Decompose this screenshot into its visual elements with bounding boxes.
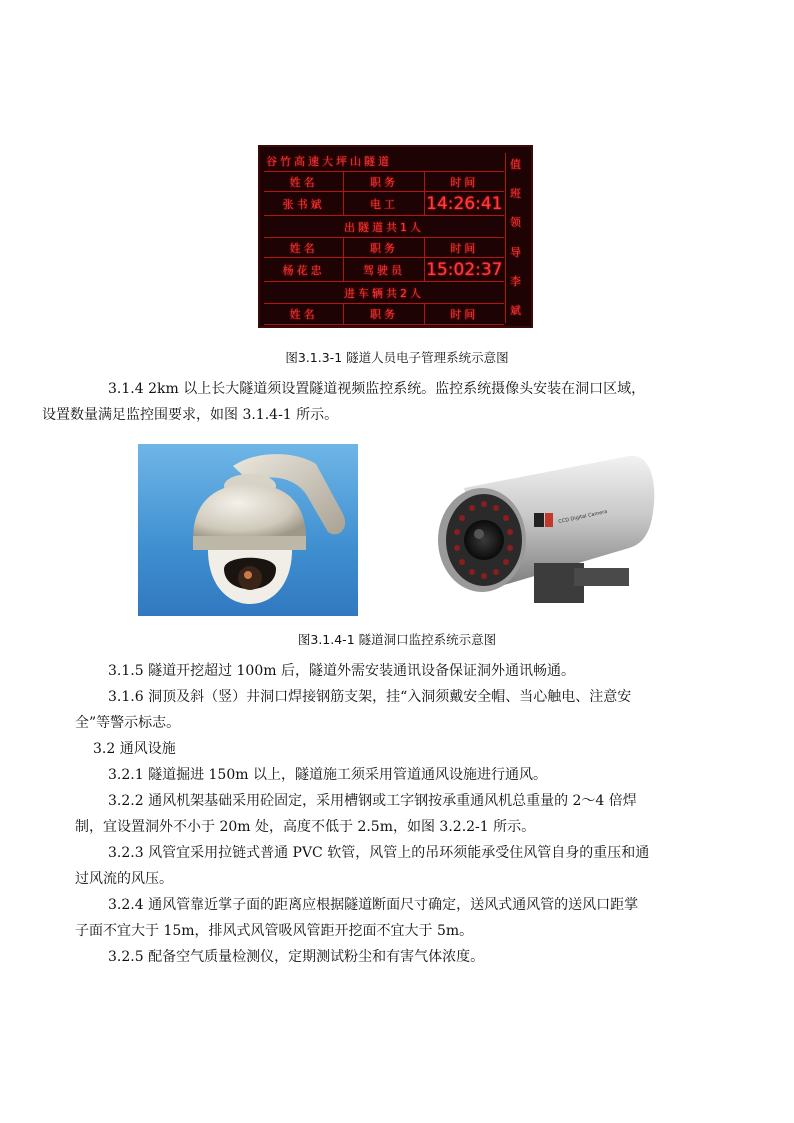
led-header-time: 时间 (424, 172, 504, 192)
led-grid (264, 151, 504, 323)
led-title-row (264, 151, 504, 171)
paragraph-3-2-2-line-2: 制，宜设置洞外不小于 20m 处，高度不低于 2.5m，如图 3.2.2-1 所示。 (75, 819, 536, 835)
led-side-column (505, 153, 525, 323)
paragraph-3-1-5: 3.1.5 隧道开挖超过 100m 后，隧道外需安装通讯设备保证洞外通讯畅通。 (108, 663, 575, 679)
led-title: 谷竹高速大坪山隧道 (266, 155, 392, 168)
bullet-camera-drawing (424, 448, 662, 616)
led-person-1-role: 电工 (343, 192, 423, 216)
paragraph-3-2-4-line-2: 子面不宜大于 15m，排风式风管吸风管距开挖面不宜大于 5m。 (75, 923, 474, 939)
led-personnel-board (258, 145, 533, 328)
led-side-char: 李 (510, 274, 521, 288)
paragraph-3-2-3-line-1: 3.2.3 风管宜采用拉链式普通 PVC 软管，风管上的吊环须能承受住风管自身的重压和通 (108, 845, 650, 861)
paragraph-3-2-2-line-1: 3.2.2 通风机架基础采用砼固定，采用槽钢或工字钢按承重通风机总重量的 2～4 倍焊 (108, 793, 637, 809)
paragraph-3-2-2 (75, 788, 731, 840)
dome-camera-image (138, 444, 358, 616)
paragraph-3-2-4 (75, 892, 731, 944)
led-header-row-3 (264, 303, 504, 325)
led-side-char: 领 (510, 216, 521, 230)
led-enter-row (264, 281, 504, 304)
led-header3-name: 姓名 (289, 308, 318, 321)
paragraph-3-1-4-line-1: 3.1.4 2km 以上长大隧道须设置隧道视频监控系统。监控系统摄像头安装在洞口区域， (108, 381, 646, 397)
led-header2-role: 职务 (343, 238, 423, 258)
section-heading-3-2: 3.2 通风设施 (93, 741, 176, 757)
led-header3-time: 时间 (424, 304, 504, 324)
led-header3-role: 职务 (343, 304, 423, 324)
led-enter-line: 进车辆共2人 (344, 287, 424, 300)
led-person-2-name: 杨花忠 (282, 264, 325, 277)
figure-caption-2: 图3.1.4-1 隧道洞口监控系统示意图 (297, 632, 497, 647)
led-person-row-2 (264, 257, 504, 282)
led-side-char: 斌 (510, 303, 521, 317)
led-person-2-role: 驾驶员 (343, 258, 423, 282)
dome-camera-drawing (138, 444, 358, 616)
paragraph-3-2-3-line-2: 过风流的风压。 (75, 871, 173, 887)
led-header2-time: 时间 (424, 238, 504, 258)
led-header-role: 职务 (343, 172, 423, 192)
led-exit-line: 出隧道共1人 (344, 221, 424, 234)
paragraph-3-1-6-line-2: 全”等警示标志。 (75, 715, 181, 731)
bullet-camera-image (424, 448, 662, 616)
led-header-row (264, 171, 504, 192)
paragraph-3-1-4-line-2: 设置数量满足监控围要求，如图 3.1.4-1 所示。 (42, 407, 339, 423)
led-exit-row (264, 215, 504, 238)
paragraph-3-1-4 (42, 376, 731, 428)
paragraph-3-1-6-line-1: 3.1.6 洞顶及斜（竖）井洞口焊接钢筋支架，挂“入洞须戴安全帽、当心触电、注意安 (108, 689, 632, 705)
camera-label: CCD Digital Camera (557, 508, 608, 526)
led-side-char: 导 (510, 245, 521, 259)
led-header2-name: 姓名 (289, 242, 318, 255)
led-person-1-name: 张书斌 (282, 198, 325, 211)
led-side-char: 值 (510, 158, 521, 171)
paragraph-3-2-1: 3.2.1 隧道掘进 150m 以上，隧道施工须采用管道通风设施进行通风。 (108, 767, 547, 783)
led-person-2-time: 15:02:37 (424, 258, 504, 282)
paragraph-3-2-3 (75, 840, 731, 892)
led-person-row-1 (264, 191, 504, 216)
paragraph-3-2-5: 3.2.5 配备空气质量检测仪，定期测试粉尘和有害气体浓度。 (108, 949, 485, 965)
figure-caption-1: 图3.1.3-1 隧道人员电子管理系统示意图 (285, 350, 509, 365)
paragraph-3-2-4-line-1: 3.2.4 通风管靠近掌子面的距离应根据隧道断面尺寸确定，送风式通风管的送风口距掌 (108, 897, 639, 913)
led-side-char: 班 (510, 187, 521, 201)
led-header-row-2 (264, 237, 504, 258)
paragraph-3-1-6 (75, 684, 731, 736)
led-person-1-time: 14:26:41 (424, 192, 504, 216)
led-header-name: 姓名 (289, 176, 318, 189)
